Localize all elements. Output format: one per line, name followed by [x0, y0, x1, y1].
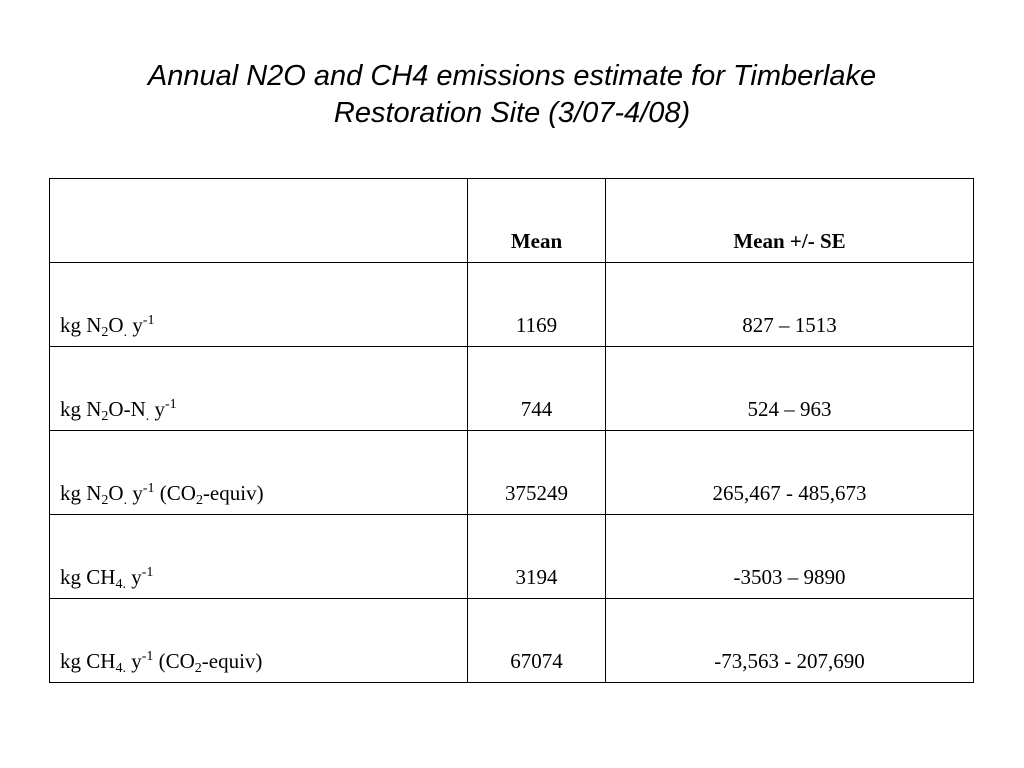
- row-label: kg $CH_{4.}$ $y^{-1}$ $(CO_2-equiv)$: [50, 599, 468, 683]
- title-line-2: Restoration Site (3/07-4/08): [333, 97, 691, 129]
- table-row: [50, 431, 974, 515]
- table-row: [50, 599, 974, 683]
- row-label: kg $N_2O_.$ $y^{-1}$ $(CO_2-equiv)$: [50, 431, 468, 515]
- header-range: Mean +/- SE: [606, 179, 974, 263]
- slide-title: [40, 58, 984, 132]
- header-row: [50, 179, 974, 263]
- row-mean: 67074: [468, 599, 606, 683]
- row-label: kg $CH_{4.}$ $y^{-1}$: [50, 515, 468, 599]
- row-label: kg $N_2O-N_.$ $y^{-1}$: [50, 347, 468, 431]
- row-range: 827 – 1513: [606, 263, 974, 347]
- row-label: kg $N_2O_.$ $y^{-1}$: [50, 263, 468, 347]
- table-row: [50, 515, 974, 599]
- header-mean: Mean: [468, 179, 606, 263]
- row-range: -3503 – 9890: [606, 515, 974, 599]
- table-row: [50, 347, 974, 431]
- row-range: 265,467 - 485,673: [606, 431, 974, 515]
- row-mean: 744: [468, 347, 606, 431]
- row-range: -73,563 - 207,690: [606, 599, 974, 683]
- row-mean: 3194: [468, 515, 606, 599]
- emissions-table: [49, 178, 974, 683]
- row-mean: 1169: [468, 263, 606, 347]
- title-line-1: Annual N2O and CH4 emissions estimate for Timberlake: [147, 60, 877, 92]
- table-row: [50, 263, 974, 347]
- row-range: 524 – 963: [606, 347, 974, 431]
- row-mean: 375249: [468, 431, 606, 515]
- header-label: [50, 179, 468, 263]
